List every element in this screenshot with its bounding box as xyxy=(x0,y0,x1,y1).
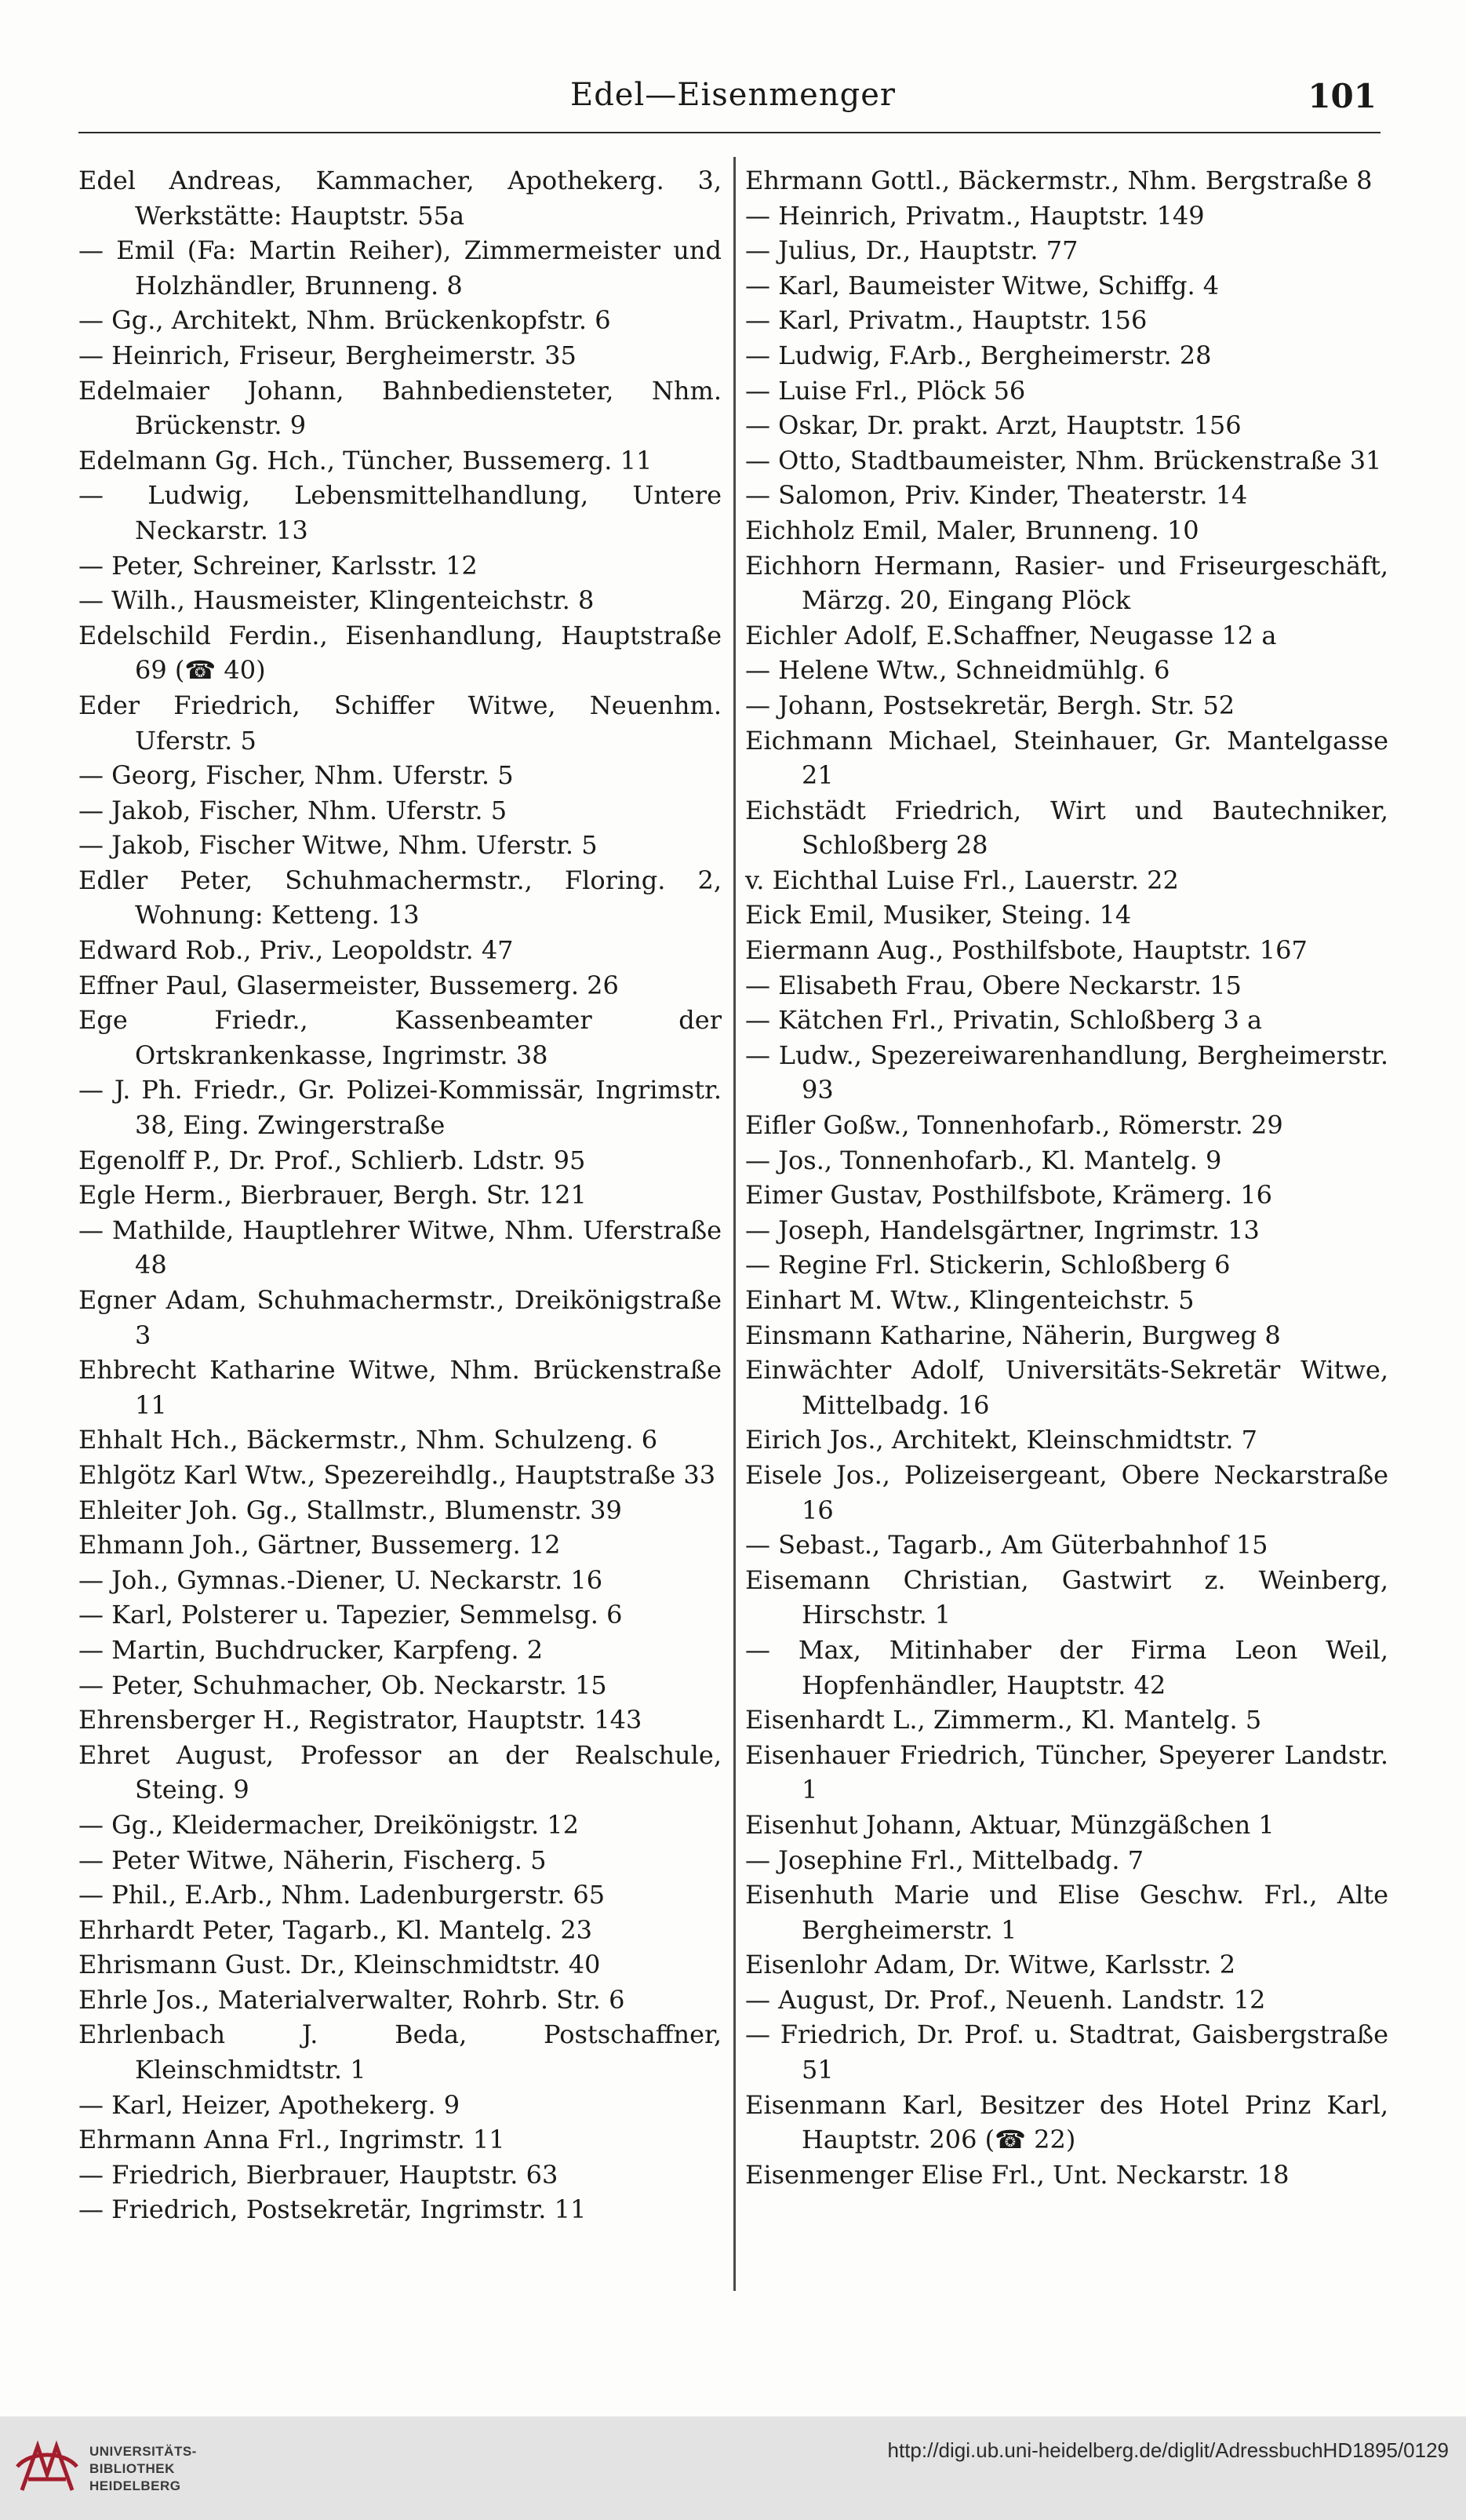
viewer-footer xyxy=(0,2416,1466,2520)
directory-entry: — Gg., Kleidermacher, Dreikönigstr. 12 xyxy=(78,1809,580,1840)
directory-entry: — Johann, Postsekretär, Bergh. Str. 52 xyxy=(745,690,1235,720)
directory-entry: — Otto, Stadtbaumeister, Nhm. Brückenstraße 31 xyxy=(745,445,1382,475)
directory-entry: Eisenhuth Marie und Elise Geschw. Frl., Alte Bergheimerstr. 1 xyxy=(745,1880,1388,1945)
directory-entry: Eisenhauer Friedrich, Tüncher, Speyerer Landstr. 1 xyxy=(745,1739,1388,1805)
directory-entry: Eisenlohr Adam, Dr. Witwe, Karlsstr. 2 xyxy=(745,1950,1236,1980)
directory-entry: Eichmann Michael, Steinhauer, Gr. Mantelgasse 21 xyxy=(745,725,1388,791)
directory-entry: — Wilh., Hausmeister, Klingenteichstr. 8 xyxy=(78,585,595,616)
directory-entry: — Friedrich, Postsekretär, Ingrimstr. 11 xyxy=(78,2194,587,2225)
directory-entry: — Sebast., Tagarb., Am Güterbahnhof 15 xyxy=(745,1530,1268,1560)
directory-entry: Eisenmenger Elise Frl., Unt. Neckarstr. 18 xyxy=(745,2159,1290,2190)
directory-entry: Eick Emil, Musiker, Steing. 14 xyxy=(745,900,1132,930)
directory-entry: Eifler Goßw., Tonnenhofarb., Römerstr. 29 xyxy=(745,1110,1283,1141)
directory-entry: Effner Paul, Glasermeister, Bussemerg. 26 xyxy=(78,970,619,1000)
column-divider xyxy=(733,157,736,2291)
directory-entry: — Julius, Dr., Hauptstr. 77 xyxy=(745,235,1079,266)
directory-entry: — Heinrich, Privatm., Hauptstr. 149 xyxy=(745,200,1205,231)
directory-entry: Eisenhut Johann, Aktuar, Münzgäßchen 1 xyxy=(745,1809,1275,1840)
directory-entry: — Kätchen Frl., Privatin, Schloßberg 3 a xyxy=(745,1005,1263,1036)
directory-entry: — Jakob, Fischer Witwe, Nhm. Uferstr. 5 xyxy=(78,830,598,861)
directory-entry: — Ludw., Spezereiwarenhandlung, Bergheimerstr. 93 xyxy=(745,1040,1388,1105)
directory-entry: Eisele Jos., Polizeisergeant, Obere Neckarstraße 16 xyxy=(745,1459,1388,1525)
library-name-line: HEIDELBERG xyxy=(89,2478,181,2493)
directory-entry: Eder Friedrich, Schiffer Witwe, Neuenhm. Uferstr. 5 xyxy=(78,690,722,756)
directory-entry: Eirich Jos., Architekt, Kleinschmidtstr. 7 xyxy=(745,1425,1257,1455)
left-column xyxy=(78,163,722,2227)
directory-entry: — Peter, Schreiner, Karlsstr. 12 xyxy=(78,550,478,581)
directory-entry: Ehret August, Professor an der Realschule, Steing. 9 xyxy=(78,1739,722,1805)
directory-entry: — Heinrich, Friseur, Bergheimerstr. 35 xyxy=(78,340,577,370)
directory-entry: — Karl, Privatm., Hauptstr. 156 xyxy=(745,305,1148,336)
directory-entry: Einsmann Katharine, Näherin, Burgweg 8 xyxy=(745,1320,1281,1350)
directory-entry: — Karl, Baumeister Witwe, Schiffg. 4 xyxy=(745,270,1220,300)
directory-entry: — Ludwig, F.Arb., Bergheimerstr. 28 xyxy=(745,340,1212,370)
directory-entry: — Regine Frl. Stickerin, Schloßberg 6 xyxy=(745,1250,1231,1280)
directory-entry: — Emil (Fa: Martin Reiher), Zimmermeister und Holzhändler, Brunneng. 8 xyxy=(78,235,722,300)
directory-entry: Ehrmann Anna Frl., Ingrimstr. 11 xyxy=(78,2125,505,2155)
directory-entry: Edelmaier Johann, Bahnbediensteter, Nhm. Brückenstr. 9 xyxy=(78,375,722,441)
directory-entry: — Salomon, Priv. Kinder, Theaterstr. 14 xyxy=(745,480,1248,511)
directory-entry: Eisenhardt L., Zimmerm., Kl. Mantelg. 5 xyxy=(745,1705,1262,1735)
directory-entry: — Jakob, Fischer, Nhm. Uferstr. 5 xyxy=(78,795,507,825)
directory-entry: Eichstädt Friedrich, Wirt und Bautechniker, Schloßberg 28 xyxy=(745,795,1388,861)
directory-entry: — J. Ph. Friedr., Gr. Polizei-Kommissär, Ingrimstr. 38, Eing. Zwingerstraße xyxy=(78,1075,722,1141)
directory-entry: Ehrlenbach J. Beda, Postschaffner, Kleinschmidtstr. 1 xyxy=(78,2019,722,2085)
library-name xyxy=(89,2443,197,2495)
directory-entry: Eichhorn Hermann, Rasier- und Friseurgeschäft, Märzg. 20, Eingang Plöck xyxy=(745,550,1388,616)
directory-entry: — Josephine Frl., Mittelbadg. 7 xyxy=(745,1844,1144,1875)
directory-entry: — Joseph, Handelsgärtner, Ingrimstr. 13 xyxy=(745,1214,1260,1245)
directory-entry: — Friedrich, Bierbrauer, Hauptstr. 63 xyxy=(78,2159,558,2190)
directory-entry: — Helene Wtw., Schneidmühlg. 6 xyxy=(745,655,1170,686)
directory-entry: — Peter Witwe, Näherin, Fischerg. 5 xyxy=(78,1844,547,1875)
directory-entry: — Phil., E.Arb., Nhm. Ladenburgerstr. 65 xyxy=(78,1880,606,1910)
right-column xyxy=(745,163,1388,2192)
directory-entry: Ehrismann Gust. Dr., Kleinschmidtstr. 40 xyxy=(78,1950,601,1980)
header-rule xyxy=(78,132,1381,133)
directory-entry: — Oskar, Dr. prakt. Arzt, Hauptstr. 156 xyxy=(745,410,1242,441)
directory-entry: Edel Andreas, Kammacher, Apothekerg. 3, Werkstätte: Hauptstr. 55a xyxy=(78,166,722,231)
directory-entry: Ehlgötz Karl Wtw., Spezereihdlg., Hauptstraße 33 xyxy=(78,1459,716,1490)
directory-entry: Ehrensberger H., Registrator, Hauptstr. 143 xyxy=(78,1705,642,1735)
directory-entry: — Karl, Heizer, Apothekerg. 9 xyxy=(78,2089,460,2120)
directory-entry: Ege Friedr., Kassenbeamter der Ortskrankenkasse, Ingrimstr. 38 xyxy=(78,1005,722,1070)
directory-entry: Edelmann Gg. Hch., Tüncher, Bussemerg. 11 xyxy=(78,445,653,475)
directory-entry: Ehmann Joh., Gärtner, Bussemerg. 12 xyxy=(78,1530,561,1560)
directory-entry: v. Eichthal Luise Frl., Lauerstr. 22 xyxy=(745,865,1179,895)
directory-entry: Egle Herm., Bierbrauer, Bergh. Str. 121 xyxy=(78,1180,587,1211)
directory-entry: Egner Adam, Schuhmachermstr., Dreikönigstraße 3 xyxy=(78,1285,722,1350)
directory-entry: — Joh., Gymnas.-Diener, U. Neckarstr. 16 xyxy=(78,1564,603,1595)
library-name-line: BIBLIOTHEK xyxy=(89,2461,175,2476)
directory-entry: Einwächter Adolf, Universitäts-Sekretär Witwe, Mittelbadg. 16 xyxy=(745,1355,1388,1420)
directory-entry: — Georg, Fischer, Nhm. Uferstr. 5 xyxy=(78,760,514,791)
directory-entry: — Mathilde, Hauptlehrer Witwe, Nhm. Uferstraße 48 xyxy=(78,1214,722,1280)
directory-entry: Ehbrecht Katharine Witwe, Nhm. Brückenstraße 11 xyxy=(78,1355,722,1420)
directory-entry: Eisemann Christian, Gastwirt z. Weinberg, Hirschstr. 1 xyxy=(745,1564,1388,1630)
permalink-url[interactable]: http://digi.ub.uni-heidelberg.de/diglit/AdressbuchHD1895/0129 xyxy=(887,2438,1449,2462)
directory-entry: Eichler Adolf, E.Schaffner, Neugasse 12 a xyxy=(745,620,1277,650)
directory-entry: Eichholz Emil, Maler, Brunneng. 10 xyxy=(745,515,1199,545)
directory-entry: Edward Rob., Priv., Leopoldstr. 47 xyxy=(78,935,514,966)
directory-entry: Ehrle Jos., Materialverwalter, Rohrb. Str. 6 xyxy=(78,1984,625,2015)
directory-entry: Ehleiter Joh. Gg., Stallmstr., Blumenstr. 39 xyxy=(78,1495,622,1525)
running-title: Edel—Eisenmenger xyxy=(570,77,896,113)
directory-entry: — Ludwig, Lebensmittelhandlung, Untere Neckarstr. 13 xyxy=(78,480,722,545)
directory-entry: — Elisabeth Frau, Obere Neckarstr. 15 xyxy=(745,970,1242,1000)
directory-entry: — Karl, Polsterer u. Tapezier, Semmelsg. 6 xyxy=(78,1600,623,1630)
directory-entry: Ehhalt Hch., Bäckermstr., Nhm. Schulzeng. 6 xyxy=(78,1425,658,1455)
directory-entry: Egenolff P., Dr. Prof., Schlierb. Ldstr. 95 xyxy=(78,1145,586,1175)
directory-entry: Eisenmann Karl, Besitzer des Hotel Prinz Karl, Hauptstr. 206 (☎ 22) xyxy=(745,2089,1388,2155)
directory-entry: Ehrmann Gottl., Bäckermstr., Nhm. Bergstraße 8 xyxy=(745,166,1373,195)
directory-entry: — August, Dr. Prof., Neuenh. Landstr. 12 xyxy=(745,1984,1266,2015)
directory-entry: — Jos., Tonnenhofarb., Kl. Mantelg. 9 xyxy=(745,1145,1222,1175)
directory-entry: Eiermann Aug., Posthilfsbote, Hauptstr. 167 xyxy=(745,935,1308,966)
directory-entry: — Friedrich, Dr. Prof. u. Stadtrat, Gaisbergstraße 51 xyxy=(745,2019,1388,2085)
library-logo[interactable] xyxy=(14,2431,195,2506)
directory-entry: — Martin, Buchdrucker, Karpfeng. 2 xyxy=(78,1634,544,1665)
directory-entry: — Gg., Architekt, Nhm. Brückenkopfstr. 6 xyxy=(78,305,611,336)
directory-entry: Ehrhardt Peter, Tagarb., Kl. Mantelg. 23 xyxy=(78,1914,593,1945)
directory-entry: Eimer Gustav, Posthilfsbote, Krämerg. 16 xyxy=(745,1180,1272,1211)
directory-entry: — Max, Mitinhaber der Firma Leon Weil, Hopfenhändler, Hauptstr. 42 xyxy=(745,1634,1388,1700)
library-name-line: UNIVERSITÄTS- xyxy=(89,2444,197,2459)
page-number: 101 xyxy=(1308,77,1377,115)
library-seal-icon xyxy=(14,2435,80,2501)
directory-entry: — Luise Frl., Plöck 56 xyxy=(745,375,1026,406)
directory-entry: Edler Peter, Schuhmachermstr., Floring. 2, Wohnung: Ketteng. 13 xyxy=(78,865,722,930)
directory-entry: Einhart M. Wtw., Klingenteichstr. 5 xyxy=(745,1285,1195,1315)
directory-entry: — Peter, Schuhmacher, Ob. Neckarstr. 15 xyxy=(78,1670,607,1700)
directory-entry: Edelschild Ferdin., Eisenhandlung, Hauptstraße 69 (☎ 40) xyxy=(78,620,722,686)
